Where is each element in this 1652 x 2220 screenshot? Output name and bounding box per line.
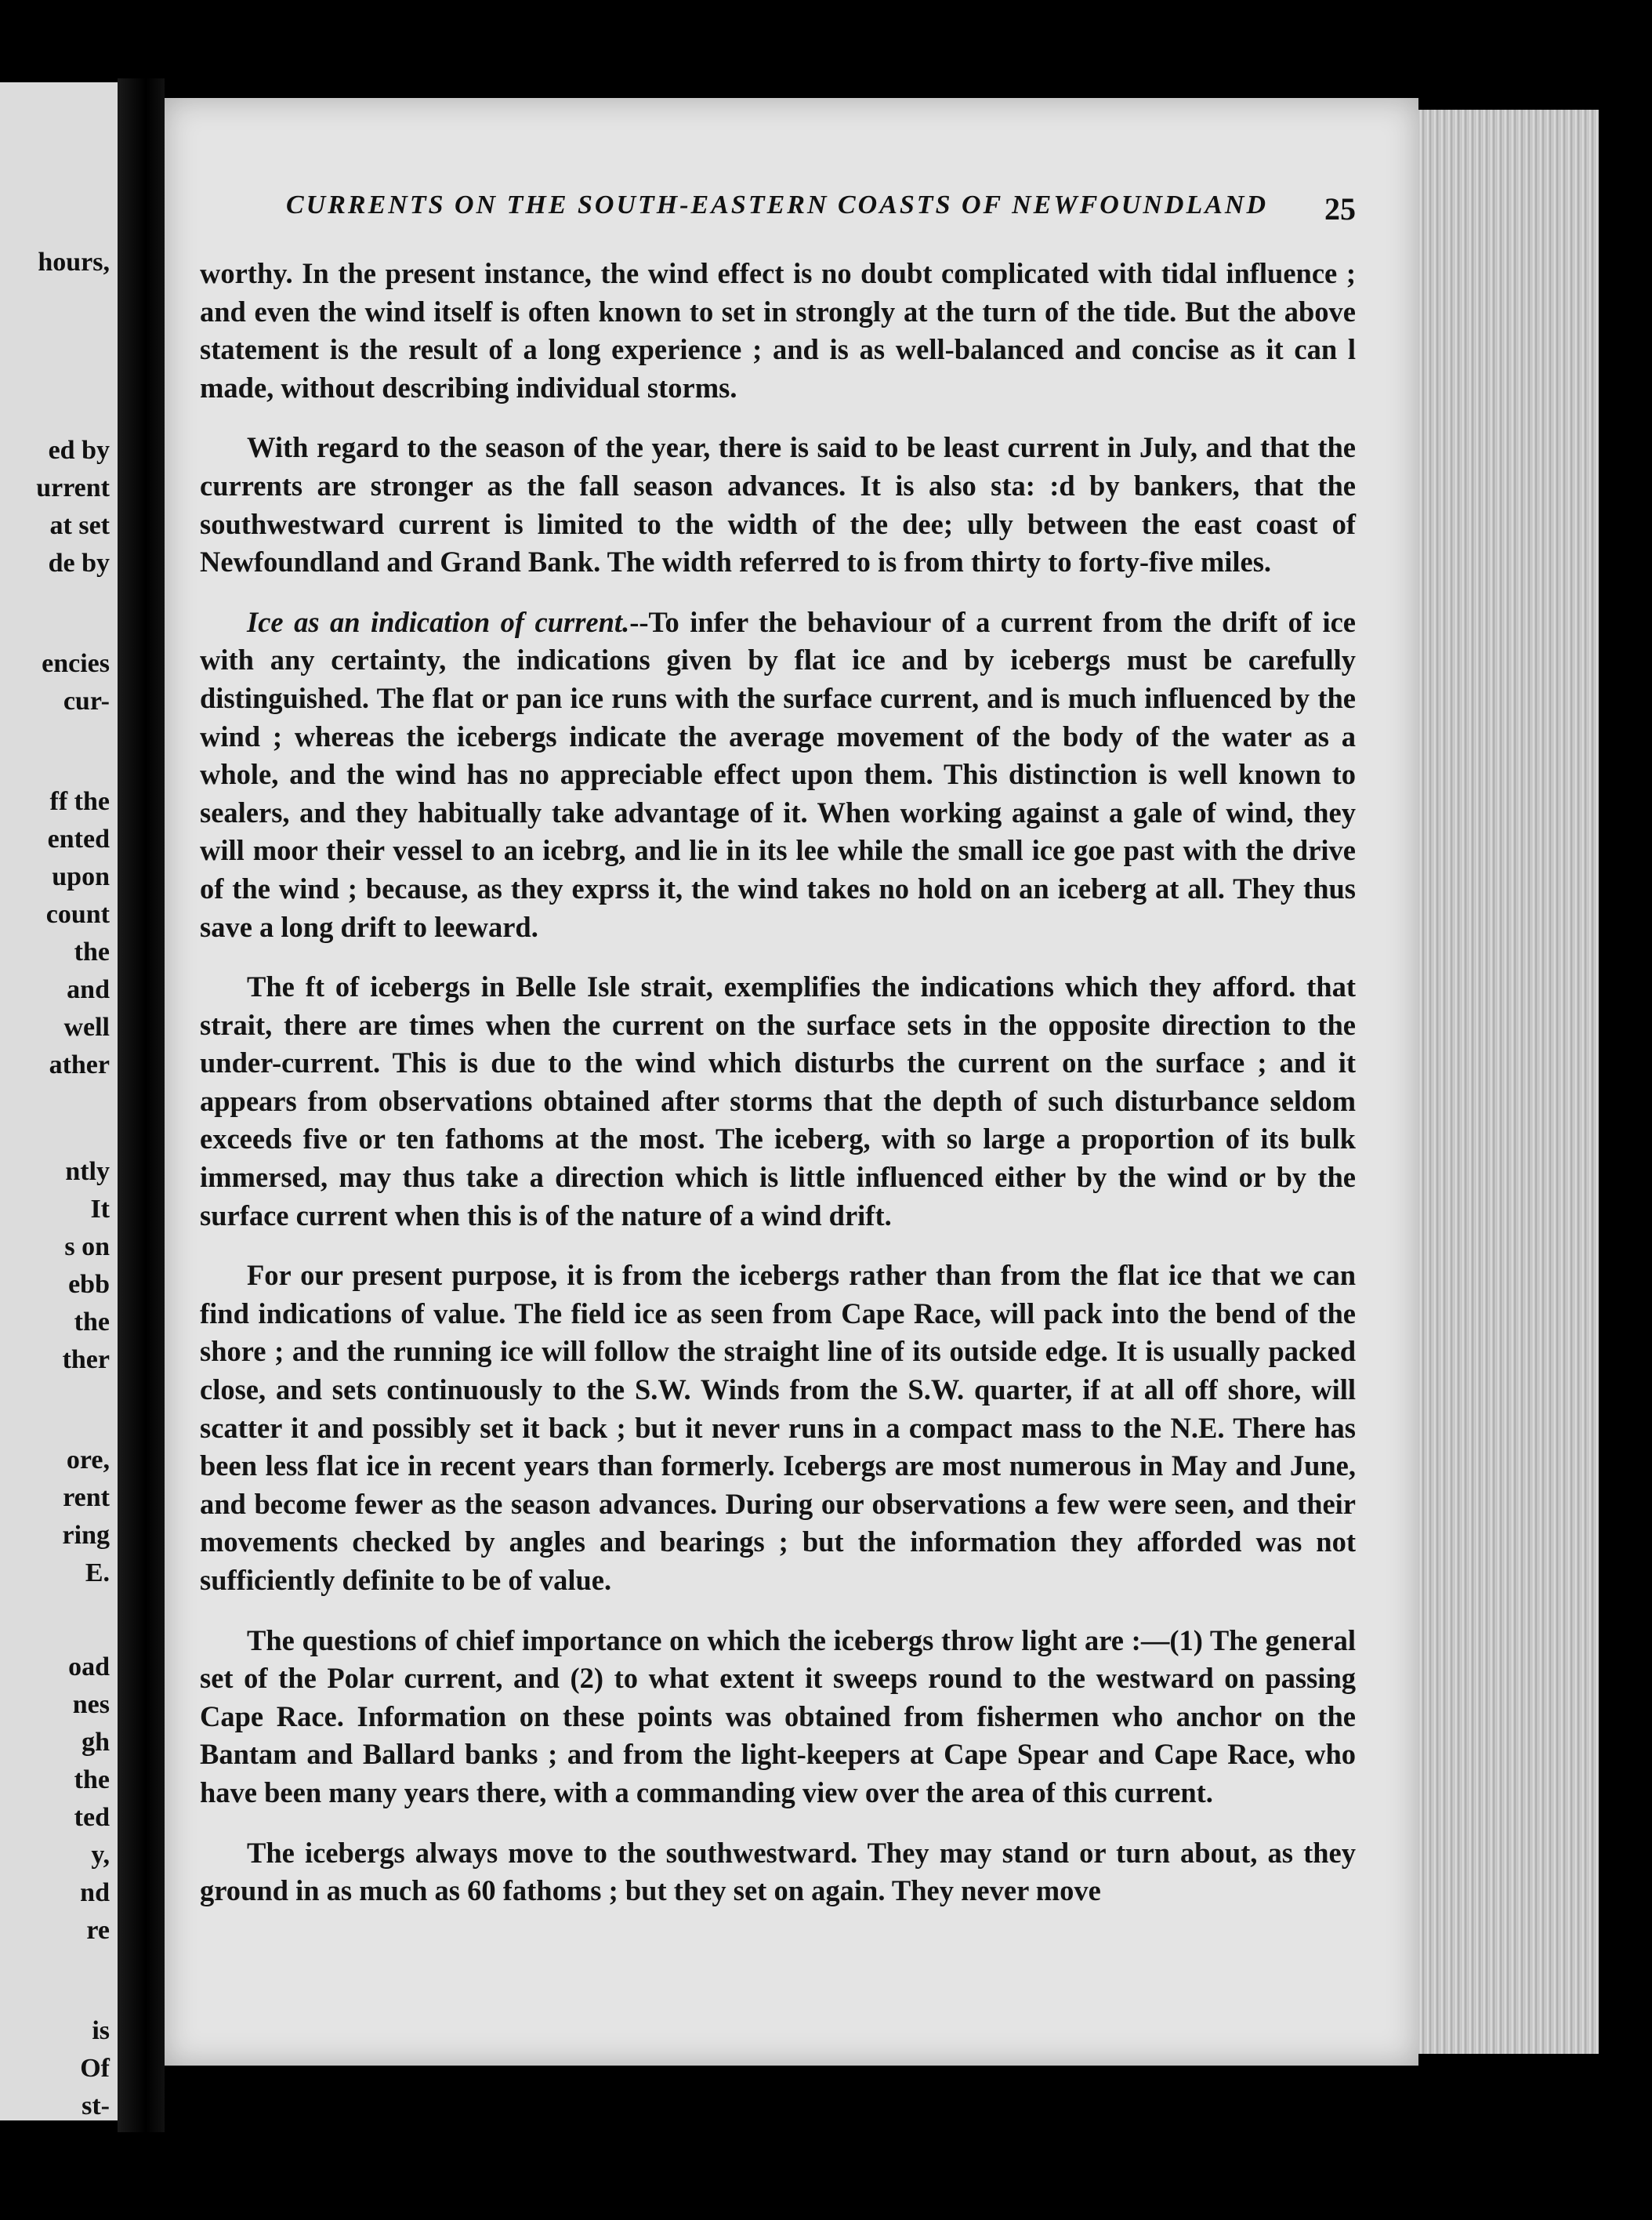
paragraph-text: The ft of icebergs in Belle Isle strait, exemplifies the indications which they afford. that strait, there are times when the current on the surface sets in the opposite direction to the under-current. This is due to the wind which disturbs the current on the surface ; and it appears from observations obtained after storms that the depth of such disturbance seldom exceeds five or ten fathoms at the most. The iceberg, with so large a proportion of its bulk immersed, may thus take a direction which is little influenced either by the wind or by the surface current when this is of the nature of a wind drift. bbox=[200, 970, 1356, 1232]
left-fragment: It bbox=[90, 1195, 110, 1224]
paragraph-4 bbox=[200, 968, 1356, 1235]
left-fragment: upon bbox=[52, 862, 110, 891]
left-fragment: rent bbox=[63, 1483, 110, 1512]
paragraph-2 bbox=[200, 429, 1356, 581]
left-fragment: ring bbox=[62, 1521, 110, 1550]
paragraph-text: With regard to the season of the year, there is said to be least current in July, and that the currents are stronger as the fall season advances. It is also sta: :d by bankers, that the southwestward current is limited to the width of the dee; ully between the east coast of Newfoundland and Grand Bank. The width referred to is from thirty to forty-five miles. bbox=[200, 431, 1356, 579]
paragraph-text: For our present purpose, it is from the icebergs rather than from the flat ice that we can find indications of value. The field ice as seen from Cape Race, will pack into the bend of the shore ; and the running ice will follow the straight line of its outside edge. It is usually packed close, and sets continuously to the S.W. Winds from the S.W. quarter, if at all off shore, will scatter it and possibly set it back ; but it never runs in a compact mass to the N.E. There has been less flat ice in recent years than formerly. Icebergs are most numerous in May and June, and become fewer as the season advances. During our observations a few were seen, and their movements checked by angles and bearings ; but the information they afforded was not sufficiently definite to be of value. bbox=[200, 1259, 1356, 1596]
left-fragment: well bbox=[63, 1013, 110, 1042]
page-number: 25 bbox=[1324, 191, 1356, 227]
page-edges-stack bbox=[1418, 110, 1599, 2054]
left-fragment: ntly bbox=[65, 1157, 110, 1186]
left-fragment: y, bbox=[91, 1841, 110, 1870]
left-fragment: E. bbox=[85, 1558, 110, 1587]
left-fragment: count bbox=[45, 900, 110, 929]
left-fragment: ore, bbox=[66, 1446, 110, 1475]
paragraph-3 bbox=[200, 604, 1356, 946]
body-text bbox=[200, 255, 1356, 1932]
left-fragment: nes bbox=[72, 1690, 110, 1719]
running-head: CURRENTS ON THE SOUTH-EASTERN COASTS OF NEWFOUNDLAND bbox=[286, 190, 1269, 219]
left-page-edge bbox=[0, 82, 118, 2120]
left-fragment: hours, bbox=[38, 248, 110, 277]
paragraph-6 bbox=[200, 1622, 1356, 1812]
left-fragment: de by bbox=[48, 549, 110, 578]
left-fragment: ff the bbox=[49, 787, 110, 816]
left-fragment: ted bbox=[74, 1803, 110, 1832]
paragraph-text: The questions of chief importance on which the icebergs throw light are :—(1) The general set of the Polar current, and (2) to what extent it sweeps round to the westward on passing Cape Race. Information on these points was obtained from fishermen who anchor on the Bantam and Ballard banks ; and from the light-keepers at Cape Spear and Cape Race, who have been many years there, with a commanding view over the area of this current. bbox=[200, 1623, 1356, 1808]
left-fragment: encies bbox=[42, 649, 110, 678]
left-fragment: cur- bbox=[63, 687, 110, 716]
left-fragment: re bbox=[86, 1916, 110, 1945]
left-fragment: the bbox=[74, 1308, 110, 1337]
paragraph-5 bbox=[200, 1257, 1356, 1599]
left-fragment: st- bbox=[82, 2091, 110, 2120]
left-fragment: and bbox=[67, 975, 110, 1004]
left-fragment: s on bbox=[64, 1232, 110, 1261]
left-fragment: urrent bbox=[36, 473, 110, 502]
paragraph-1 bbox=[200, 255, 1356, 407]
left-fragment: nd bbox=[80, 1878, 110, 1907]
left-fragment: oad bbox=[68, 1652, 110, 1681]
paragraph-7 bbox=[200, 1834, 1356, 1910]
left-fragment: is bbox=[92, 2016, 110, 2045]
paragraph-text: --To infer the behaviour of a current from the drift of ice with any certainty, the indications given by flat ice and by icebergs must be carefully distinguished. The flat or pan ice runs with the surface current, and is much influenced by the wind ; whereas the icebergs indicate the average movement of the body of the water as a whole, and the wind has no appreciable effect upon them. This distinction is well known to sealers, and they habitually take advantage of it. When working against a gale of wind, they will moor their vessel to an icebrg, and lie in its lee while the small ice goe past with the drive of the wind ; because, as they exprss it, the wind takes no hold on an iceberg at all. They thus save a long drift to leeward. bbox=[200, 605, 1356, 943]
document-page bbox=[165, 98, 1418, 2066]
left-fragment: Of bbox=[80, 2054, 110, 2083]
paragraph-text: The icebergs always move to the southwestward. They may stand or turn about, as they ground in as much as 60 fathoms ; but they set on again. They never move bbox=[200, 1836, 1356, 1907]
left-fragment: ather bbox=[49, 1050, 110, 1079]
left-fragment: ented bbox=[47, 825, 110, 854]
left-fragment: gh bbox=[82, 1728, 110, 1757]
left-fragment: the bbox=[74, 1765, 110, 1794]
book-gutter bbox=[118, 78, 165, 2132]
left-fragment: at set bbox=[49, 511, 110, 540]
paragraph-text: worthy. In the present instance, the wind effect is no doubt complicated with tidal influence ; and even the wind itself is often known to set in strongly at the turn of the tide. But the above statement is the result of a long experience ; and is as well-balanced and concise as it can l made, without describing individual storms. bbox=[200, 257, 1356, 404]
left-fragment: the bbox=[74, 938, 110, 967]
section-lead-heading: Ice as an indication of current. bbox=[247, 605, 630, 638]
left-fragment: ther bbox=[62, 1345, 110, 1374]
left-fragment: ed by bbox=[48, 436, 110, 465]
left-fragment: ebb bbox=[68, 1270, 110, 1299]
